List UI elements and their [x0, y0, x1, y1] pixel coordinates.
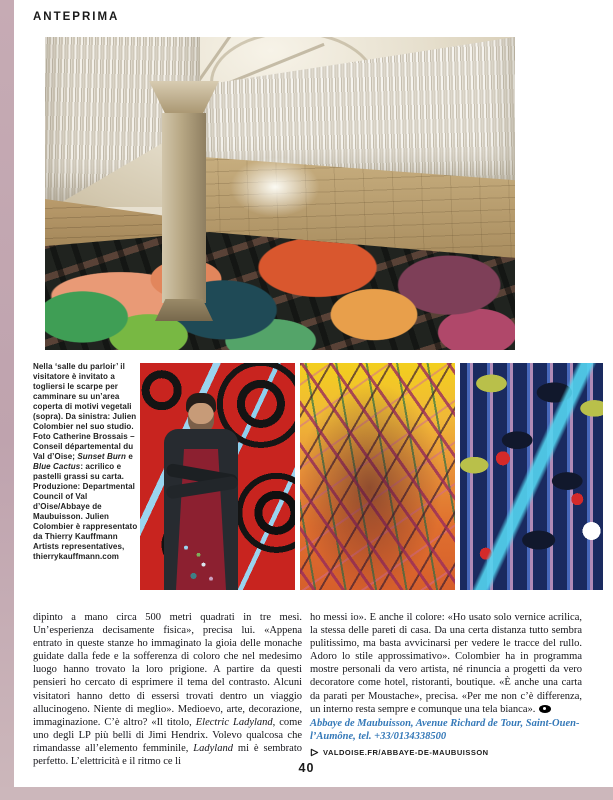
- body-paragraph-right: [310, 611, 582, 716]
- artwork-sunset-burn: [300, 363, 455, 590]
- main-photo-abbey-installation: [45, 37, 515, 350]
- photo-window-light: [230, 157, 320, 217]
- artwork-blue-cactus: [460, 363, 603, 590]
- website-link: VALDOISE.FR/ABBAYE-DE-MAUBUISSON: [323, 747, 489, 757]
- photo-artist-portrait: [140, 363, 295, 590]
- page-number: 40: [298, 761, 315, 775]
- body-column-left: [33, 611, 302, 768]
- address-text: Abbaye de Maubuisson, Avenue Richard de Tour, Saint-Ouen-l’Aumône, tel. +33/0134338500: [310, 717, 580, 742]
- body-column-right: [310, 611, 582, 759]
- link-arrow-icon: [310, 748, 319, 757]
- photo-stone-column: [162, 113, 206, 303]
- spine-strip: [0, 0, 14, 800]
- website-link-line: [310, 746, 582, 759]
- body-paragraph-right-text: ho messi io». E anche il colore: «Ho usato solo vernice acrilica, la stessa delle pareti di casa. Da una certa distanza tutto sembra pulitissimo, ma basta avvicinarsi per vedere le tracce del rullo. Adoro lo stile approssimativo». Colombier ha in programma mostre personali da vero artista, né rinuncia a progetti da vero decoratore come hotel, ristoranti, boutique. «È anche una carta da parati per Moustache», precisa. «Per me non c’è differenza, un interno resta sempre e comunque una tela bianca».: [310, 612, 582, 715]
- bottom-strip: [0, 787, 613, 800]
- photo-caption: Nella ‘salle du parloir’ il visitatore è invitato a togliersi le scarpe per camminare su un’area coperta di motivi vegetali (sopra). Da sinistra: Julien Colombier nel suo studio. Foto Catherine Brossais – Conseil départemental du Val d’Oise; Sunset Burn e Blue Cactus: acrilico e pastelli grassi su carta. Produzione: Departmental Council of Val d’Oise/Abbaye de Maubuisson. Julien Colombier è rappresentato da Thierry Kauffmann Artists representatives, thierrykauffmann.com: [33, 362, 138, 561]
- body-paragraph-left: dipinto a mano circa 500 metri quadrati in tre mesi. Un’esperienza decisamente fisica», precisa lui. «Appena entrato in queste stanze ho immaginato la gioia delle monache guidate dalla fede e la sofferenza di coloro che nel medesimo luogo hanno trovato la loro prigione. A partire da questi pensieri ho cercato di esprimere il tema del contrasto. Alcuni visitatori hanno detto di essersi trovati dentro un viaggio allucinogeno. Niente di meglio». Medioevo, arte, decorazione, immaginazione. C’è altro? «Il titolo, Electric Ladyland, come uno degli LP più belli di Jimi Hendrix. Volevo qualcosa che rimandasse all’elemento femminile, Ladyland mi è sembrato perfetto. L’elettricità e il ritmo ce li: [33, 612, 302, 768]
- section-header: ANTEPRIMA: [33, 11, 120, 23]
- end-of-article-icon: [539, 705, 551, 713]
